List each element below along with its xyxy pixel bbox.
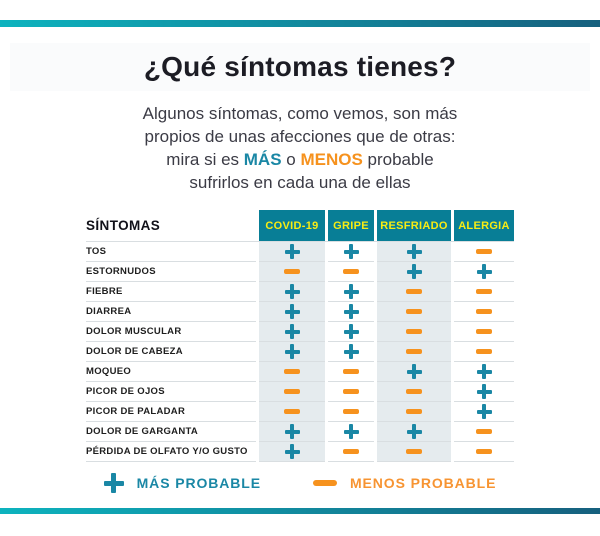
minus-icon	[284, 369, 300, 374]
value-cell	[377, 242, 451, 262]
column-header-gripe: GRIPE	[328, 210, 374, 241]
minus-icon	[476, 329, 492, 334]
value-cell	[377, 322, 451, 342]
value-cell	[454, 322, 514, 342]
symptom-label: MOQUEO	[86, 362, 256, 382]
legend	[0, 473, 600, 493]
plus-icon	[407, 244, 422, 259]
value-cell	[377, 342, 451, 362]
value-cell	[377, 382, 451, 402]
plus-icon	[285, 304, 300, 319]
plus-icon	[344, 284, 359, 299]
subtitle-mas-keyword: MÁS	[243, 150, 282, 170]
symptom-label: FIEBRE	[86, 282, 256, 302]
plus-icon	[407, 424, 422, 439]
value-cell	[328, 282, 374, 302]
value-cell	[377, 402, 451, 422]
value-cell	[377, 282, 451, 302]
legend-item-more	[104, 473, 261, 493]
value-cell	[328, 362, 374, 382]
minus-icon	[406, 329, 422, 334]
subtitle-line3-before: mira si es	[166, 150, 244, 170]
value-cell	[328, 422, 374, 442]
symptom-label: PICOR DE OJOS	[86, 382, 256, 402]
value-cell	[454, 262, 514, 282]
minus-icon	[476, 449, 492, 454]
value-cell	[377, 442, 451, 462]
plus-icon	[344, 304, 359, 319]
subtitle-line2: propios de unas afecciones que de otras:	[144, 127, 456, 147]
minus-icon	[343, 409, 359, 414]
value-cell	[259, 442, 325, 462]
minus-icon	[476, 429, 492, 434]
subtitle-line4: sufrirlos en cada una de ellas	[189, 173, 411, 193]
value-cell	[454, 442, 514, 462]
value-cell	[328, 402, 374, 422]
value-cell	[454, 362, 514, 382]
minus-icon	[476, 349, 492, 354]
legend-more-label: MÁS PROBABLE	[136, 475, 261, 492]
value-cell	[454, 342, 514, 362]
value-cell	[377, 302, 451, 322]
minus-icon	[476, 249, 492, 254]
value-cell	[328, 442, 374, 462]
value-cell	[454, 382, 514, 402]
value-cell	[377, 262, 451, 282]
value-cell	[328, 242, 374, 262]
value-cell	[454, 402, 514, 422]
plus-icon	[477, 364, 492, 379]
subtitle	[0, 103, 600, 195]
column-header-alergia: ALERGIA	[454, 210, 514, 241]
value-cell	[328, 262, 374, 282]
value-cell	[454, 302, 514, 322]
plus-icon	[285, 344, 300, 359]
value-cell	[259, 402, 325, 422]
value-cell	[328, 342, 374, 362]
value-cell	[259, 242, 325, 262]
table-body	[86, 241, 514, 462]
symptoms-table	[86, 210, 514, 462]
subtitle-line3-mid: o	[281, 150, 301, 170]
value-cell	[259, 302, 325, 322]
bottom-gradient-bar	[0, 508, 600, 514]
value-cell	[259, 282, 325, 302]
column-header-resfriado: RESFRIADO	[377, 210, 451, 241]
symptom-label: DIARREA	[86, 302, 256, 322]
symptom-label: DOLOR DE CABEZA	[86, 342, 256, 362]
table-header-row	[86, 210, 514, 241]
value-cell	[454, 422, 514, 442]
value-cell	[328, 302, 374, 322]
plus-icon	[285, 284, 300, 299]
plus-icon	[407, 264, 422, 279]
minus-icon	[284, 409, 300, 414]
minus-icon	[406, 449, 422, 454]
plus-icon	[344, 324, 359, 339]
plus-icon	[285, 444, 300, 459]
title-band	[10, 43, 590, 91]
value-cell	[259, 322, 325, 342]
minus-icon	[406, 309, 422, 314]
value-cell	[259, 422, 325, 442]
page-title: ¿Qué síntomas tienes?	[143, 51, 457, 82]
symptom-label: TOS	[86, 242, 256, 262]
minus-icon	[343, 449, 359, 454]
minus-icon	[313, 480, 337, 486]
plus-icon	[477, 384, 492, 399]
top-gradient-bar	[0, 20, 600, 27]
value-cell	[454, 242, 514, 262]
symptom-label: PICOR DE PALADAR	[86, 402, 256, 422]
subtitle-line3-after: probable	[362, 150, 434, 170]
plus-icon	[477, 264, 492, 279]
value-cell	[259, 342, 325, 362]
value-cell	[259, 362, 325, 382]
plus-icon	[344, 244, 359, 259]
value-cell	[259, 262, 325, 282]
plus-icon	[285, 244, 300, 259]
subtitle-line1: Algunos síntomas, como vemos, son más	[142, 104, 458, 124]
minus-icon	[476, 309, 492, 314]
legend-item-less	[313, 475, 496, 491]
symptom-label: DOLOR DE GARGANTA	[86, 422, 256, 442]
minus-icon	[406, 349, 422, 354]
minus-icon	[343, 369, 359, 374]
plus-icon	[477, 404, 492, 419]
minus-icon	[476, 289, 492, 294]
symptom-label: ESTORNUDOS	[86, 262, 256, 282]
plus-icon	[344, 344, 359, 359]
value-cell	[377, 362, 451, 382]
symptom-label: PÉRDIDA DE OLFATO Y/O GUSTO	[86, 442, 256, 462]
column-header-covid-19: COVID-19	[259, 210, 325, 241]
symptom-label: DOLOR MUSCULAR	[86, 322, 256, 342]
plus-icon	[285, 424, 300, 439]
minus-icon	[343, 389, 359, 394]
minus-icon	[406, 409, 422, 414]
plus-icon	[407, 364, 422, 379]
plus-icon	[104, 473, 124, 493]
value-cell	[328, 322, 374, 342]
value-cell	[328, 382, 374, 402]
plus-icon	[344, 424, 359, 439]
value-cell	[377, 422, 451, 442]
value-cell	[454, 282, 514, 302]
plus-icon	[285, 324, 300, 339]
minus-icon	[284, 389, 300, 394]
subtitle-menos-keyword: MENOS	[300, 150, 363, 170]
minus-icon	[284, 269, 300, 274]
minus-icon	[406, 289, 422, 294]
minus-icon	[406, 389, 422, 394]
value-cell	[259, 382, 325, 402]
legend-less-label: MENOS PROBABLE	[349, 475, 497, 492]
symptoms-column-header: SÍNTOMAS	[86, 218, 161, 234]
minus-icon	[343, 269, 359, 274]
